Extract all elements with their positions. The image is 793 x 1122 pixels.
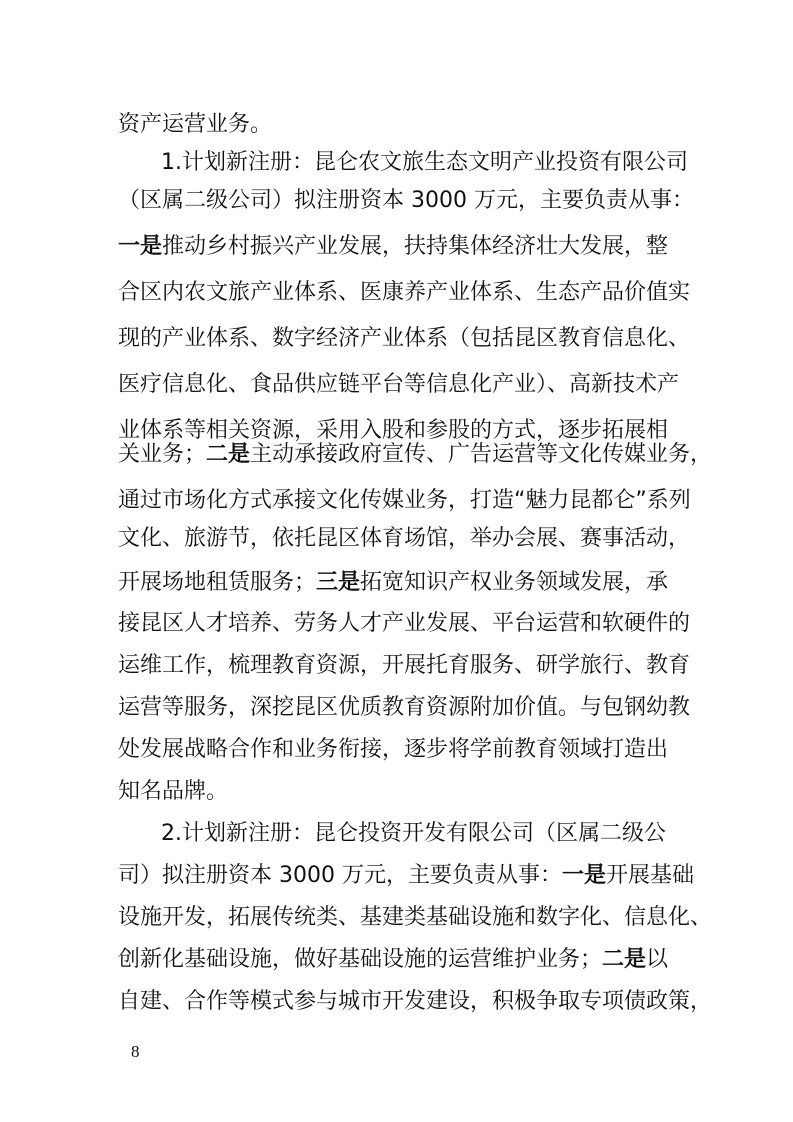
text-line: 资产运营业务。	[118, 112, 273, 137]
text-line: 接昆区人才培养、劳务人才产业发展、平台运营和软硬件的	[118, 611, 691, 636]
text-line: （区属二级公司）拟注册资本 3000 万元，主要负责从事：	[118, 188, 694, 213]
text-line: 创新化基础设施，做好基础设施的运营维护业务；二是以	[118, 947, 669, 972]
text-line: 合区内农文旅产业体系、医康养产业体系、生态产品价值实	[118, 280, 691, 305]
emphasis-second: 二是	[602, 947, 647, 972]
text-line: 知名品牌。	[118, 779, 229, 804]
text-line: 文化、旅游节，依托昆区体育场馆，举办会展、赛事活动，	[118, 526, 691, 551]
text-line: 设施开发，拓展传统类、基建类基础设施和数字化、信息化、	[118, 905, 713, 930]
emphasis-first: 一是	[561, 863, 606, 888]
text-line: 医疗信息化、食品供应链平台等信息化产业）、高新技术产	[118, 372, 680, 397]
text-line: 一是推动乡村振兴产业发展，扶持集体经济壮大发展，整	[118, 234, 669, 259]
text-line: 现的产业体系、数字经济产业体系（包括昆区教育信息化、	[118, 326, 691, 351]
text-line: 通过市场化方式承接文化传媒业务，打造“魅力昆都仑”系列	[118, 488, 691, 513]
text-line: 司）拟注册资本 3000 万元，主要负责从事：一是开展基础	[118, 863, 695, 888]
text-line: 处发展战略合作和业务衔接，逐步将学前教育领域打造出	[118, 737, 669, 762]
text-line: 开展场地租赁服务；三是拓宽知识产权业务领域发展，承	[118, 570, 669, 595]
paragraph-2-start: 2.计划新注册：昆仑投资开发有限公司（区属二级公	[161, 821, 666, 846]
text-line: 自建、合作等模式参与城市开发建设，积极争取专项债政策，	[118, 989, 713, 1014]
text-line: 运营等服务，深挖昆区优质教育资源附加价值。与包钢幼教	[118, 695, 691, 720]
emphasis-third: 三是	[316, 570, 361, 595]
text-line: 运维工作，梳理教育资源，开展托育服务、研学旅行、教育	[118, 653, 691, 678]
page-number: 8	[131, 1042, 140, 1061]
text-line: 业体系等相关资源，采用入股和参股的方式，逐步拓展相	[118, 418, 669, 443]
emphasis-second: 二是	[206, 442, 251, 467]
emphasis-first: 一是	[118, 234, 163, 259]
paragraph-1-start: 1.计划新注册：昆仑农文旅生态文明产业投资有限公司	[161, 150, 688, 175]
text-line: 关业务；二是主动承接政府宣传、广告运营等文化传媒业务，	[118, 442, 713, 467]
